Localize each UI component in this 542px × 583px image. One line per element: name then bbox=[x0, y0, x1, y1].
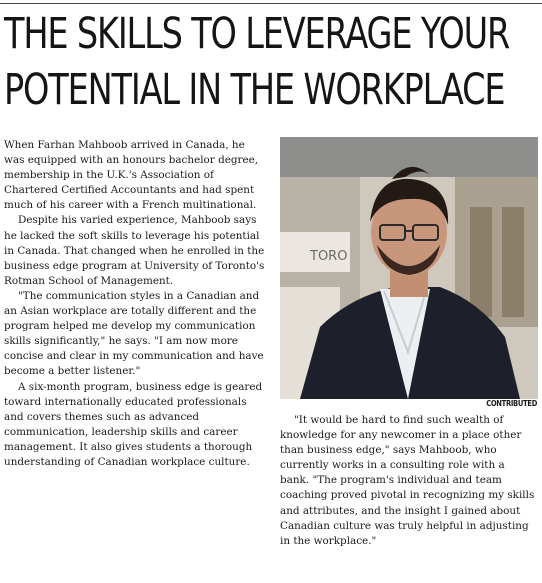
paragraph-mahboob-quote: "It would be hard to find such wealth of knowledge for any newcomer in a place other than business edge," says Mahboob, who currently works in a consulting role with a bank. "The program's individual and team coaching proved pivotal in recognizing my skills and attributes, and the insight I gained about Canadian culture was truly helpful in adjusting in the workplace." bbox=[280, 414, 535, 547]
top-rule bbox=[0, 3, 542, 4]
headline-line-1: THE SKILLS TO LEVERAGE YOUR bbox=[4, 9, 510, 59]
article-right-column bbox=[280, 413, 536, 549]
sign-text: TORO bbox=[310, 249, 348, 264]
portrait-photo bbox=[280, 137, 538, 399]
headline bbox=[4, 6, 542, 118]
paragraph-program-description: A six-month program, business edge is geared toward internationally educated professionals and covers themes such as advanced communication, leadership skills and career management. It also gives students a thorough understanding of Canadian workplace culture. bbox=[4, 380, 263, 468]
headline-line-2: POTENTIAL IN THE WORKPLACE bbox=[4, 65, 505, 115]
paragraph-soft-skills: Despite his varied experience, Mahboob says he lacked the soft skills to leverage his potential in Canada. That changed when he enrolled in the business edge program at University of Toronto's Rotman School of Management. bbox=[4, 214, 265, 287]
paragraph-intro: When Farhan Mahboob arrived in Canada, he was equipped with an honours bachelor degree, membership in the U.K.'s Association of Chartered Certified Accountants and had spent much of his career with a French multinational. bbox=[4, 139, 259, 212]
portrait-illustration bbox=[280, 137, 538, 399]
article-left-column bbox=[4, 138, 267, 470]
paragraph-quote-communication: "The communication styles in a Canadian and an Asian workplace are totally different and the program helped me develop my communication skills significantly," he says. "I am now more concise and clear in my communication and have become a better listener." bbox=[4, 289, 264, 378]
photo-credit: CONTRIBUTED bbox=[486, 399, 537, 408]
